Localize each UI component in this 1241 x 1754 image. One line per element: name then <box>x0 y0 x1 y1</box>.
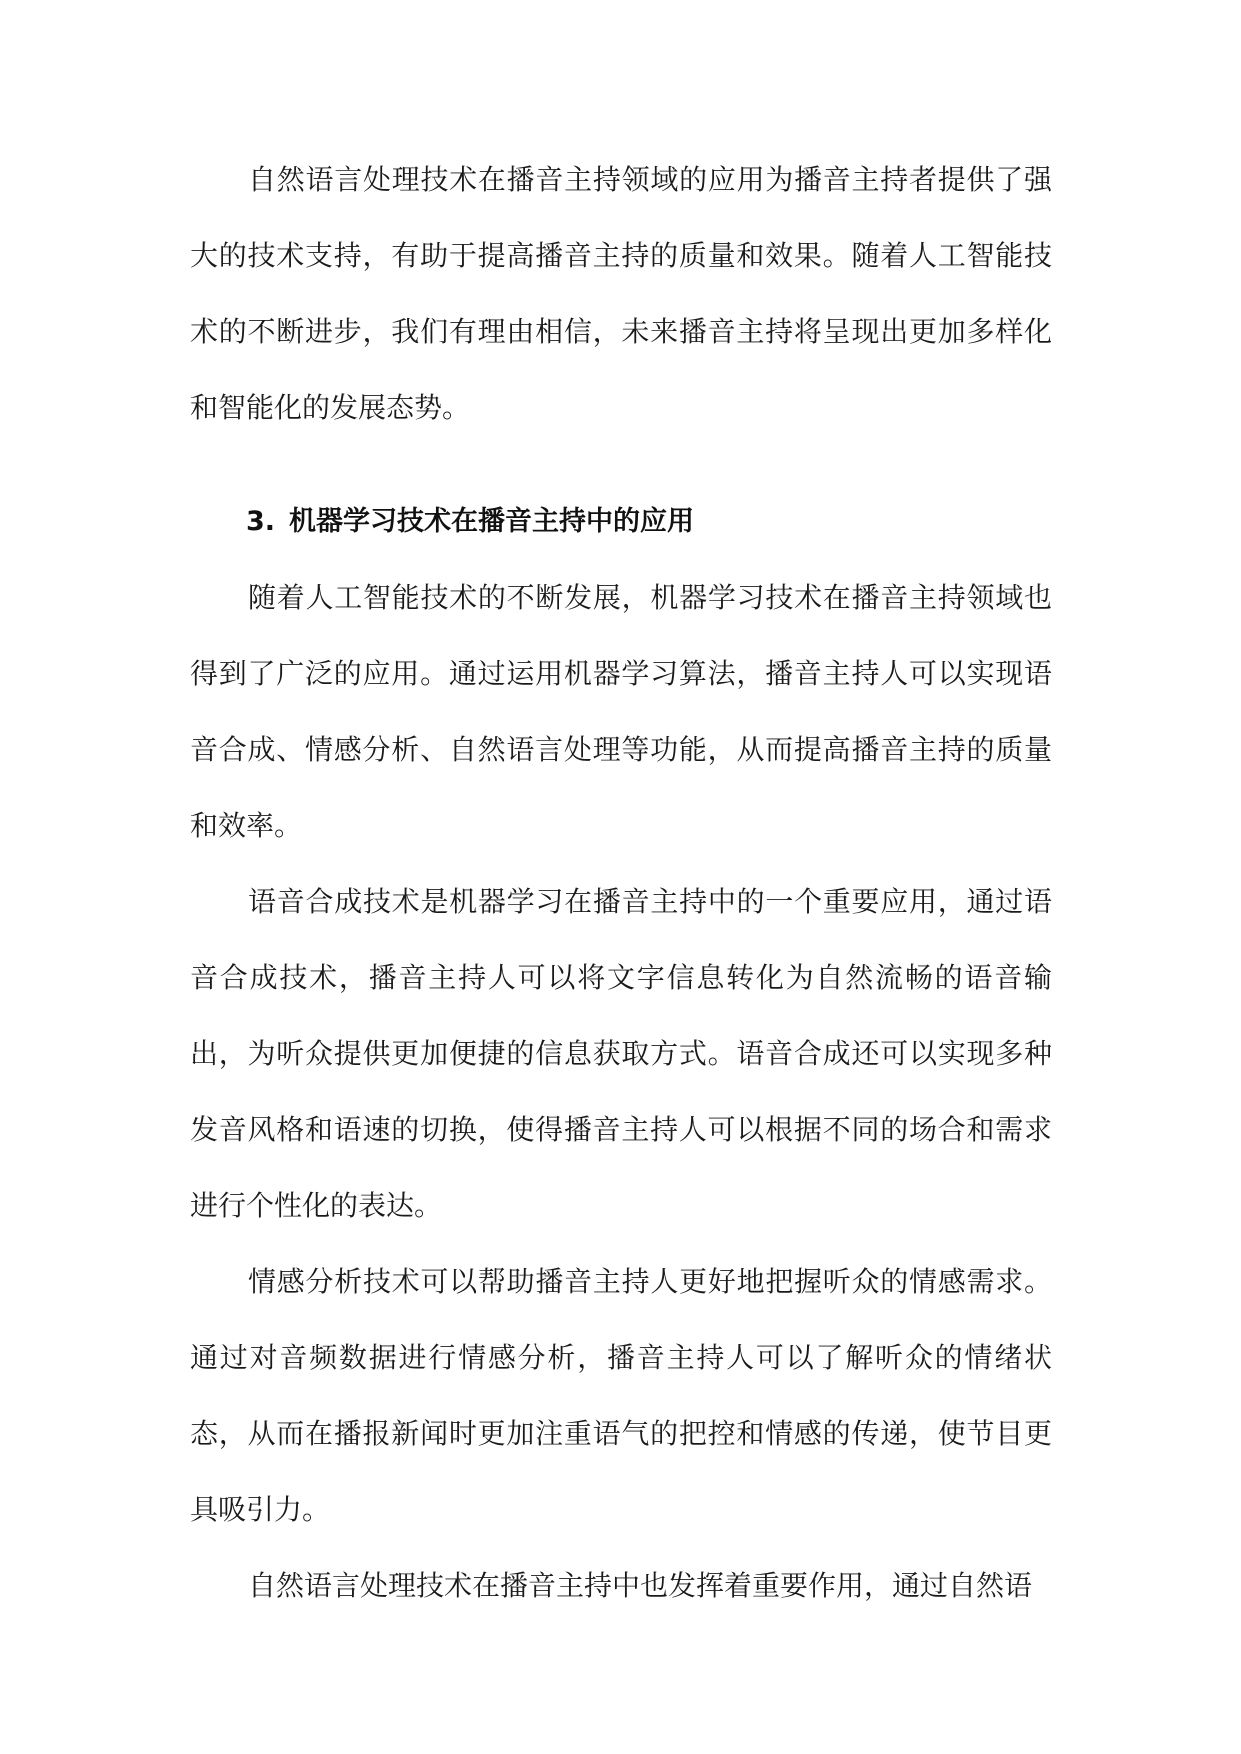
section-heading <box>190 446 1052 560</box>
paragraph-sentiment-analysis: 情感分析技术可以帮助播音主持人更好地把握听众的情感需求。通过对音频数据进行情感分析，播音主持人可以了解听众的情绪状态，从而在播报新闻时更加注重语气的把控和情感的传递，使节目更具吸引力。 <box>190 1265 1052 1526</box>
section-number: 3. <box>246 506 276 537</box>
paragraph-nlp-role: 自然语言处理技术在播音主持中也发挥着重要作用，通过自然语 <box>248 1569 1033 1602</box>
section-title: 机器学习技术在播音主持中的应用 <box>289 506 695 537</box>
document-body <box>190 142 1052 1624</box>
paragraph-speech-synthesis: 语音合成技术是机器学习在播音主持中的一个重要应用，通过语音合成技术，播音主持人可以将文字信息转化为自然流畅的语音输出，为听众提供更加便捷的信息获取方式。语音合成还可以实现多种发音风格和语速的切换，使得播音主持人可以根据不同的场合和需求进行个性化的表达。 <box>190 885 1052 1222</box>
paragraph-nlp-summary: 自然语言处理技术在播音主持领域的应用为播音主持者提供了强大的技术支持，有助于提高播音主持的质量和效果。随着人工智能技术的不断进步，我们有理由相信，未来播音主持将呈现出更加多样化和智能化的发展态势。 <box>190 163 1052 424</box>
paragraph-ml-intro: 随着人工智能技术的不断发展，机器学习技术在播音主持领域也得到了广泛的应用。通过运用机器学习算法，播音主持人可以实现语音合成、情感分析、自然语言处理等功能，从而提高播音主持的质量和效率。 <box>190 581 1052 842</box>
